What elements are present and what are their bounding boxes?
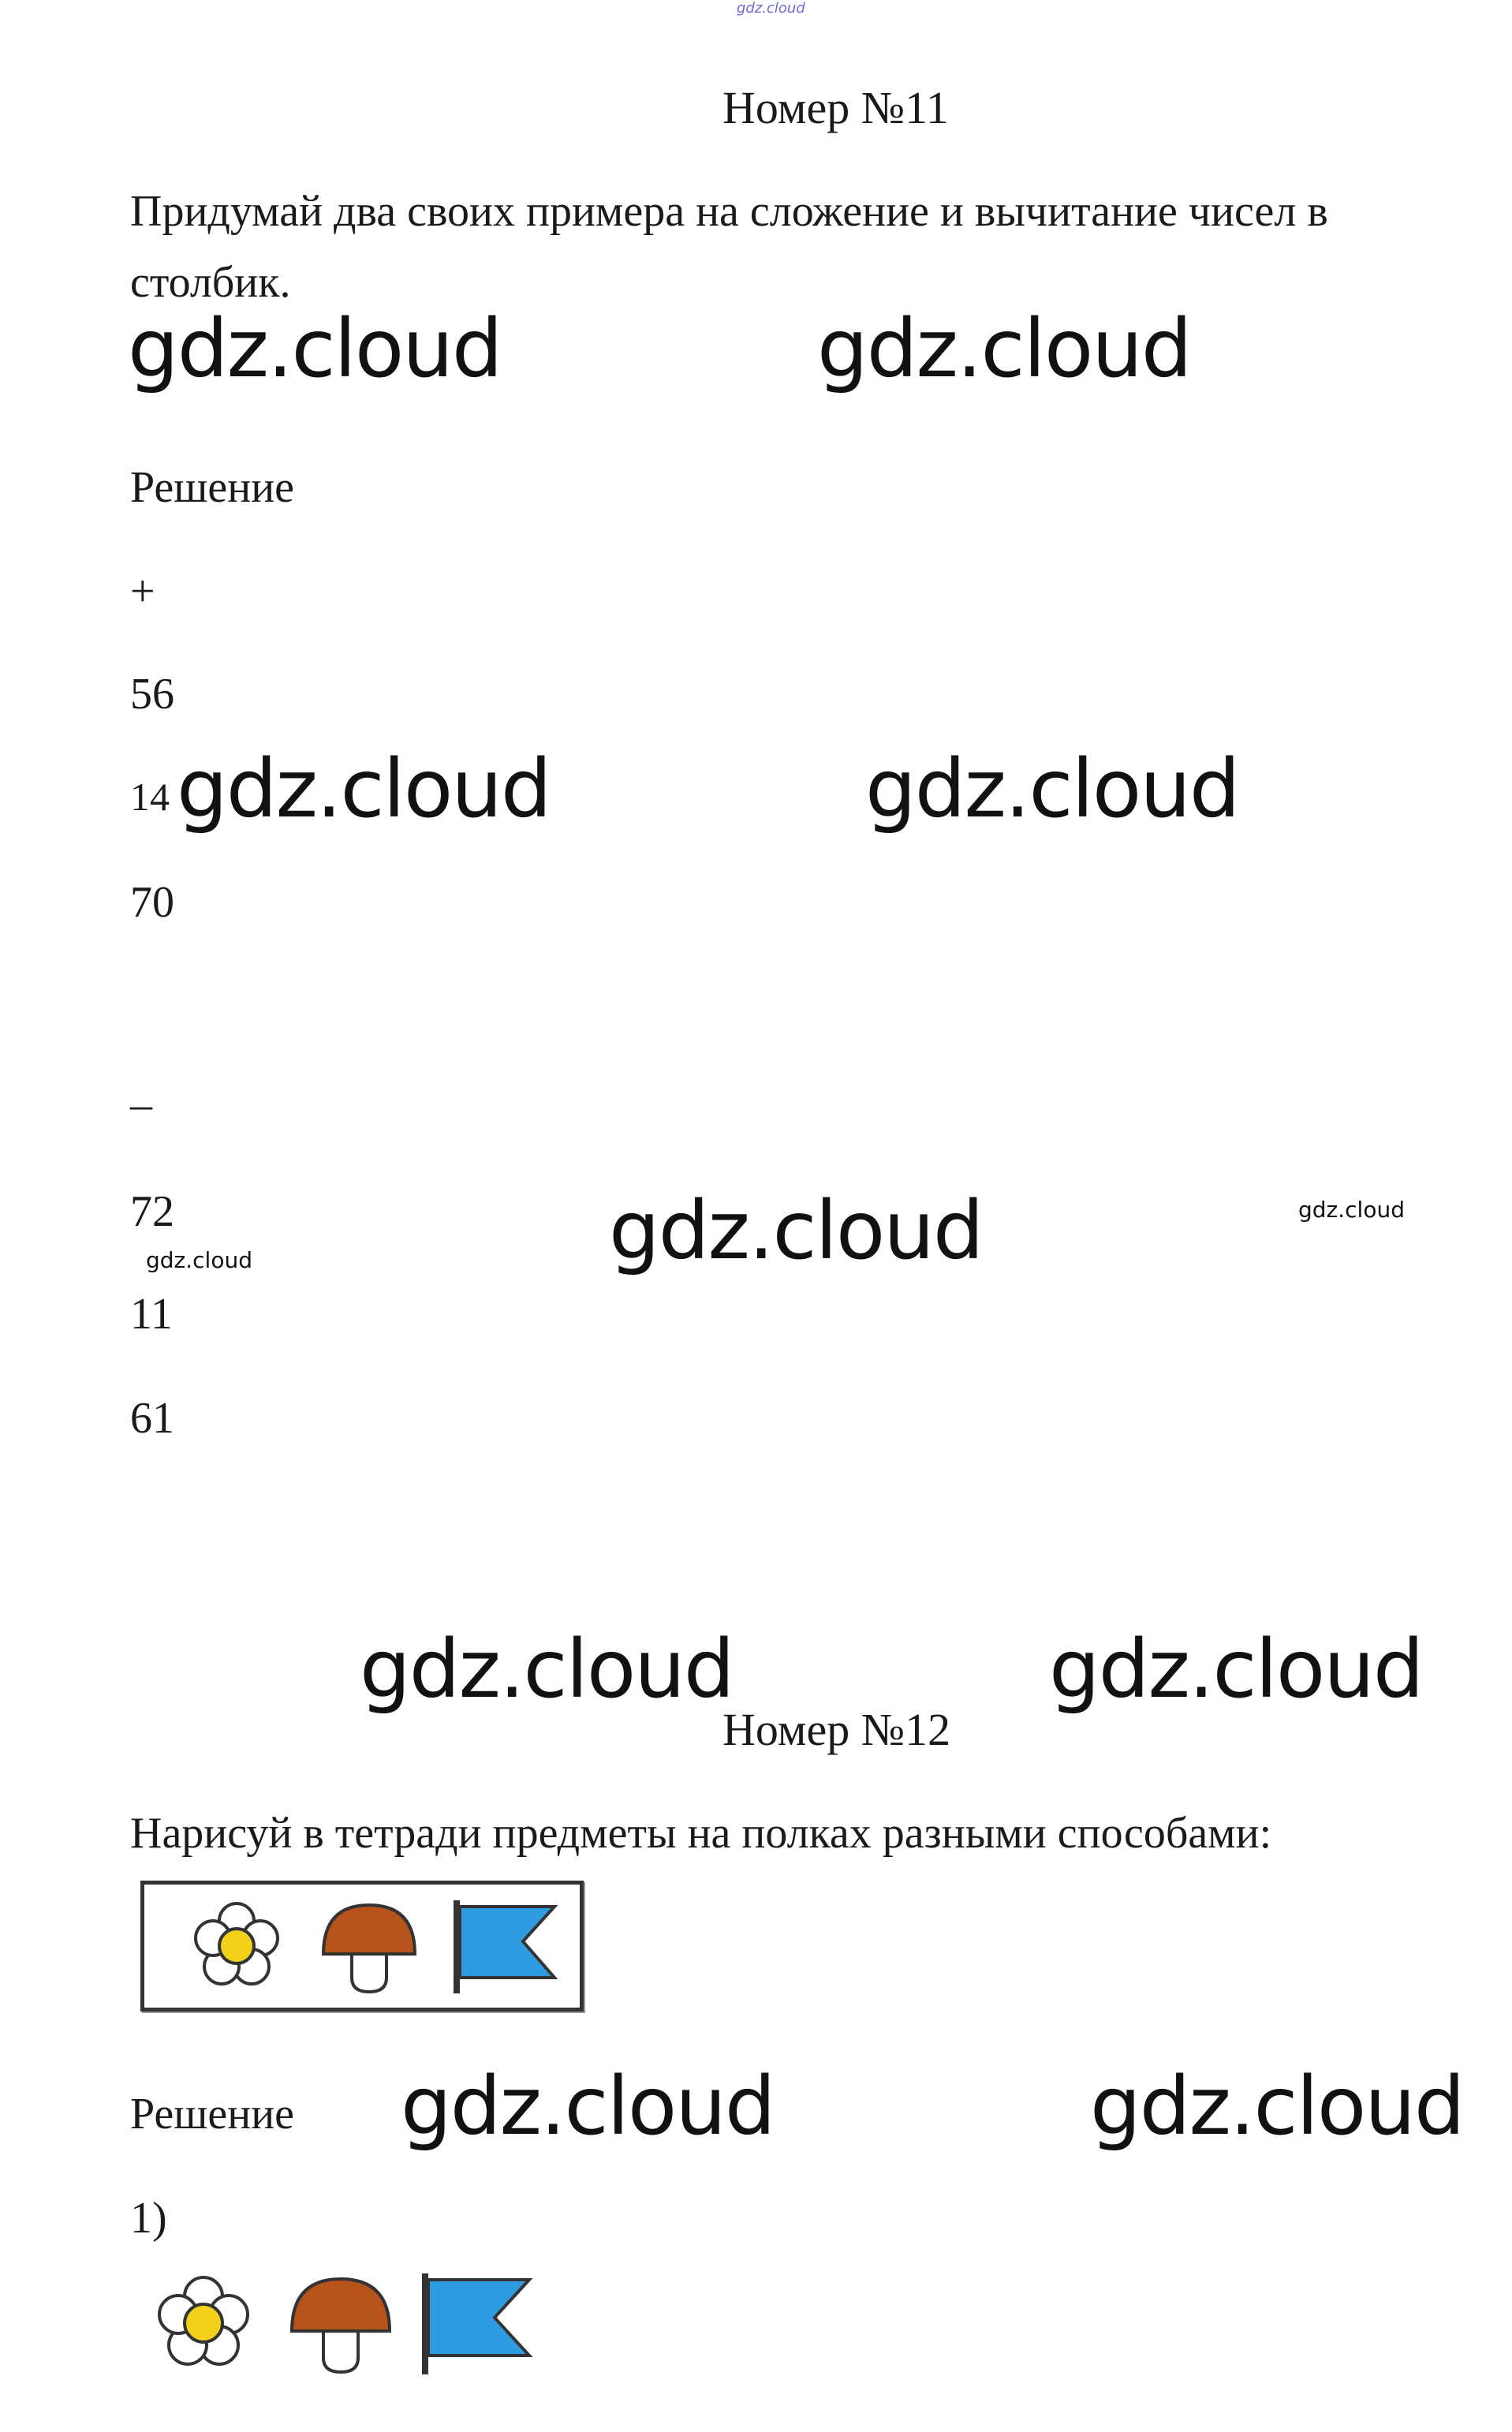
watermark: gdz.cloud [401, 2060, 775, 2154]
watermark: gdz.cloud [177, 742, 551, 836]
flower-icon [159, 2277, 248, 2364]
watermark-top: gdz.cloud [737, 0, 805, 17]
step1-illustration [142, 2256, 552, 2390]
watermark-small: gdz.cloud [146, 1247, 252, 1273]
flag-icon [454, 1900, 554, 1993]
task12-solution-label: Решение [130, 2090, 295, 2139]
shelf-illustration [140, 1881, 584, 2012]
watermark: gdz.cloud [360, 1623, 734, 1717]
watermark: gdz.cloud [817, 302, 1191, 396]
subtraction-sign: – [130, 1080, 152, 1129]
addition-second-number: 14 [130, 775, 170, 819]
subtraction-result: 61 [130, 1394, 174, 1443]
addition-sign: + [130, 567, 155, 616]
task11-solution-label: Решение [130, 463, 295, 512]
mushroom-icon [292, 2279, 390, 2372]
watermark: gdz.cloud [128, 302, 502, 396]
mushroom-icon [323, 1905, 415, 1992]
flower-icon [196, 1903, 278, 1984]
watermark: gdz.cloud [609, 1184, 983, 1278]
flag-icon [422, 2273, 529, 2374]
task11-question-line2: столбик. [130, 258, 291, 307]
addition-result: 70 [130, 878, 174, 927]
watermark-small: gdz.cloud [1298, 1197, 1405, 1223]
subtraction-first-number: 72 [130, 1187, 174, 1236]
watermark: gdz.cloud [1049, 1623, 1423, 1717]
subtraction-second-number: 11 [130, 1290, 173, 1339]
task12-title: Номер №12 [722, 1704, 951, 1755]
watermark: gdz.cloud [865, 742, 1239, 836]
task11-title: Номер №11 [722, 82, 949, 133]
task12-question: Нарисуй в тетради предметы на полках разными способами: [130, 1809, 1272, 1858]
watermark: gdz.cloud [1090, 2060, 1464, 2154]
task12-step1-label: 1) [130, 2194, 167, 2243]
addition-first-number: 56 [130, 670, 174, 719]
task11-question-line1: Придумай два своих примера на сложение и вычитание чисел в [130, 187, 1328, 236]
